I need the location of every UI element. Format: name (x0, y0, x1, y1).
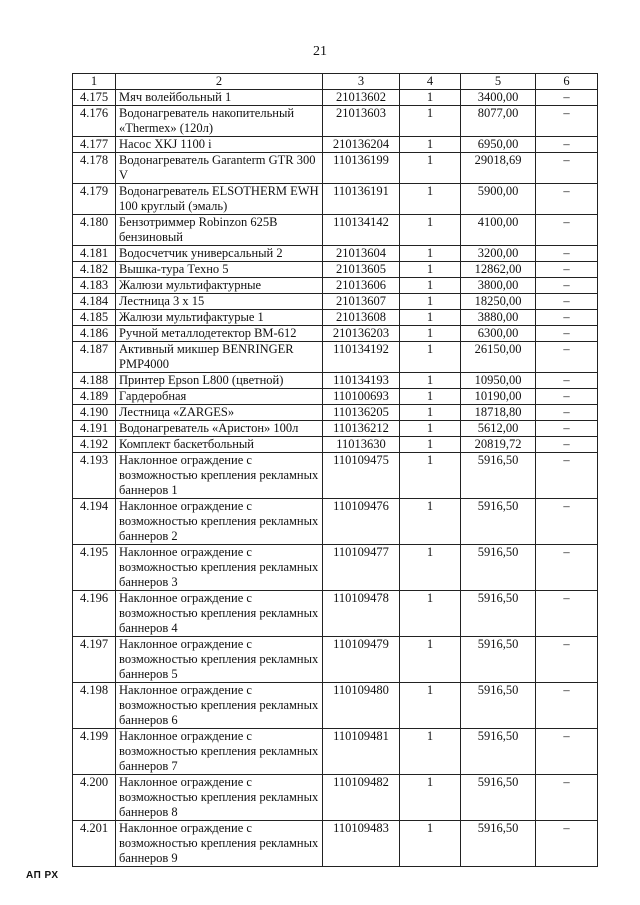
note-cell: – (536, 637, 598, 683)
table-row (73, 373, 598, 389)
item-name-cell: Водосчетчик универсальный 2 (116, 246, 323, 262)
table-row (73, 294, 598, 310)
inventory-code-cell: 110109482 (323, 775, 400, 821)
inventory-code-cell: 21013606 (323, 278, 400, 294)
table-row (73, 246, 598, 262)
note-cell: – (536, 137, 598, 153)
row-number-cell: 4.200 (73, 775, 116, 821)
item-name-cell: Лестница 3 х 15 (116, 294, 323, 310)
note-cell: – (536, 153, 598, 184)
item-name-cell: Насос XKJ 1100 i (116, 137, 323, 153)
item-name-cell: Наклонное ограждение с возможностью крепления рекламных баннеров 8 (116, 775, 323, 821)
table-row (73, 545, 598, 591)
item-name-cell: Наклонное ограждение с возможностью крепления рекламных баннеров 9 (116, 821, 323, 867)
row-number-cell: 4.194 (73, 499, 116, 545)
table-row (73, 389, 598, 405)
item-name-cell: Принтер Epson L800 (цветной) (116, 373, 323, 389)
quantity-cell: 1 (400, 499, 461, 545)
note-cell: – (536, 90, 598, 106)
note-cell: – (536, 729, 598, 775)
row-number-cell: 4.199 (73, 729, 116, 775)
note-cell: – (536, 294, 598, 310)
item-name-cell: Наклонное ограждение с возможностью крепления рекламных баннеров 6 (116, 683, 323, 729)
inventory-code-cell: 110134193 (323, 373, 400, 389)
row-number-cell: 4.175 (73, 90, 116, 106)
table-row (73, 499, 598, 545)
price-cell: 10190,00 (461, 389, 536, 405)
row-number-cell: 4.191 (73, 421, 116, 437)
item-name-cell: Наклонное ограждение с возможностью крепления рекламных баннеров 7 (116, 729, 323, 775)
note-cell: – (536, 437, 598, 453)
inventory-code-cell: 110109481 (323, 729, 400, 775)
price-cell: 26150,00 (461, 342, 536, 373)
column-header: 6 (536, 74, 598, 90)
quantity-cell: 1 (400, 545, 461, 591)
note-cell: – (536, 373, 598, 389)
table-row (73, 591, 598, 637)
inventory-code-cell: 110136205 (323, 405, 400, 421)
note-cell: – (536, 342, 598, 373)
inventory-code-cell: 210136204 (323, 137, 400, 153)
row-number-cell: 4.195 (73, 545, 116, 591)
quantity-cell: 1 (400, 90, 461, 106)
item-name-cell: Вышка-тура Техно 5 (116, 262, 323, 278)
price-cell: 18718,80 (461, 405, 536, 421)
table-row (73, 683, 598, 729)
note-cell: – (536, 215, 598, 246)
table-row (73, 342, 598, 373)
item-name-cell: Комплект баскетбольный (116, 437, 323, 453)
row-number-cell: 4.189 (73, 389, 116, 405)
row-number-cell: 4.176 (73, 106, 116, 137)
price-cell: 6300,00 (461, 326, 536, 342)
quantity-cell: 1 (400, 153, 461, 184)
row-number-cell: 4.201 (73, 821, 116, 867)
price-cell: 8077,00 (461, 106, 536, 137)
item-name-cell: Бензотриммер Robinzon 625B бензиновый (116, 215, 323, 246)
note-cell: – (536, 499, 598, 545)
inventory-code-cell: 21013604 (323, 246, 400, 262)
row-number-cell: 4.182 (73, 262, 116, 278)
quantity-cell: 1 (400, 683, 461, 729)
quantity-cell: 1 (400, 278, 461, 294)
inventory-code-cell: 21013603 (323, 106, 400, 137)
inventory-code-cell: 110136212 (323, 421, 400, 437)
row-number-cell: 4.188 (73, 373, 116, 389)
row-number-cell: 4.184 (73, 294, 116, 310)
footer-stamp: АП РХ (26, 870, 59, 881)
quantity-cell: 1 (400, 310, 461, 326)
inventory-code-cell: 110109475 (323, 453, 400, 499)
price-cell: 20819,72 (461, 437, 536, 453)
table-row (73, 405, 598, 421)
row-number-cell: 4.178 (73, 153, 116, 184)
column-header: 4 (400, 74, 461, 90)
quantity-cell: 1 (400, 184, 461, 215)
price-cell: 5916,50 (461, 591, 536, 637)
column-header: 2 (116, 74, 323, 90)
price-cell: 3800,00 (461, 278, 536, 294)
note-cell: – (536, 278, 598, 294)
table-row (73, 421, 598, 437)
quantity-cell: 1 (400, 106, 461, 137)
note-cell: – (536, 591, 598, 637)
quantity-cell: 1 (400, 215, 461, 246)
item-name-cell: Лестница «ZARGES» (116, 405, 323, 421)
price-cell: 5612,00 (461, 421, 536, 437)
table-row (73, 215, 598, 246)
row-number-cell: 4.177 (73, 137, 116, 153)
item-name-cell: Ручной металлодетектор ВМ-612 (116, 326, 323, 342)
row-number-cell: 4.183 (73, 278, 116, 294)
price-cell: 29018,69 (461, 153, 536, 184)
inventory-code-cell: 110109476 (323, 499, 400, 545)
row-number-cell: 4.181 (73, 246, 116, 262)
table-row (73, 729, 598, 775)
item-name-cell: Наклонное ограждение с возможностью крепления рекламных баннеров 5 (116, 637, 323, 683)
item-name-cell: Водонагреватель «Аристон» 100л (116, 421, 323, 437)
price-cell: 10950,00 (461, 373, 536, 389)
inventory-code-cell: 210136203 (323, 326, 400, 342)
table-row (73, 326, 598, 342)
inventory-code-cell: 21013607 (323, 294, 400, 310)
price-cell: 18250,00 (461, 294, 536, 310)
table-row (73, 262, 598, 278)
note-cell: – (536, 775, 598, 821)
page-number: 21 (313, 44, 327, 59)
quantity-cell: 1 (400, 389, 461, 405)
column-header: 5 (461, 74, 536, 90)
quantity-cell: 1 (400, 821, 461, 867)
note-cell: – (536, 310, 598, 326)
table-row (73, 90, 598, 106)
inventory-code-cell: 110134192 (323, 342, 400, 373)
table-row (73, 310, 598, 326)
inventory-code-cell: 11013630 (323, 437, 400, 453)
quantity-cell: 1 (400, 437, 461, 453)
row-number-cell: 4.187 (73, 342, 116, 373)
inventory-code-cell: 110136199 (323, 153, 400, 184)
row-number-cell: 4.179 (73, 184, 116, 215)
table-row (73, 821, 598, 867)
quantity-cell: 1 (400, 405, 461, 421)
row-number-cell: 4.196 (73, 591, 116, 637)
quantity-cell: 1 (400, 373, 461, 389)
inventory-code-cell: 21013608 (323, 310, 400, 326)
price-cell: 5916,50 (461, 545, 536, 591)
quantity-cell: 1 (400, 591, 461, 637)
inventory-code-cell: 110109483 (323, 821, 400, 867)
table-row (73, 453, 598, 499)
note-cell: – (536, 421, 598, 437)
price-cell: 6950,00 (461, 137, 536, 153)
item-name-cell: Наклонное ограждение с возможностью крепления рекламных баннеров 3 (116, 545, 323, 591)
note-cell: – (536, 106, 598, 137)
quantity-cell: 1 (400, 453, 461, 499)
price-cell: 5916,50 (461, 453, 536, 499)
item-name-cell: Наклонное ограждение с возможностью крепления рекламных баннеров 2 (116, 499, 323, 545)
item-name-cell: Наклонное ограждение с возможностью крепления рекламных баннеров 1 (116, 453, 323, 499)
item-name-cell: Наклонное ограждение с возможностью крепления рекламных баннеров 4 (116, 591, 323, 637)
table-row (73, 184, 598, 215)
row-number-cell: 4.186 (73, 326, 116, 342)
note-cell: – (536, 683, 598, 729)
price-cell: 5916,50 (461, 637, 536, 683)
quantity-cell: 1 (400, 137, 461, 153)
inventory-code-cell: 21013602 (323, 90, 400, 106)
note-cell: – (536, 453, 598, 499)
item-name-cell: Активный микшер BENRINGER PMP4000 (116, 342, 323, 373)
column-header: 3 (323, 74, 400, 90)
inventory-code-cell: 110136191 (323, 184, 400, 215)
row-number-cell: 4.190 (73, 405, 116, 421)
price-cell: 5916,50 (461, 775, 536, 821)
table-row (73, 637, 598, 683)
note-cell: – (536, 184, 598, 215)
row-number-cell: 4.198 (73, 683, 116, 729)
note-cell: – (536, 821, 598, 867)
row-number-cell: 4.192 (73, 437, 116, 453)
note-cell: – (536, 246, 598, 262)
inventory-code-cell: 110109478 (323, 591, 400, 637)
inventory-code-cell: 110109480 (323, 683, 400, 729)
row-number-cell: 4.197 (73, 637, 116, 683)
inventory-code-cell: 110109479 (323, 637, 400, 683)
note-cell: – (536, 545, 598, 591)
inventory-code-cell: 110134142 (323, 215, 400, 246)
price-cell: 5916,50 (461, 729, 536, 775)
table-row (73, 106, 598, 137)
table-row (73, 775, 598, 821)
price-cell: 5900,00 (461, 184, 536, 215)
price-cell: 5916,50 (461, 821, 536, 867)
row-number-cell: 4.193 (73, 453, 116, 499)
inventory-code-cell: 110100693 (323, 389, 400, 405)
table-row (73, 153, 598, 184)
quantity-cell: 1 (400, 775, 461, 821)
row-number-cell: 4.185 (73, 310, 116, 326)
quantity-cell: 1 (400, 294, 461, 310)
inventory-code-cell: 21013605 (323, 262, 400, 278)
note-cell: – (536, 326, 598, 342)
item-name-cell: Жалюзи мультифактурные (116, 278, 323, 294)
table-header-row (73, 74, 598, 90)
quantity-cell: 1 (400, 246, 461, 262)
item-name-cell: Водонагреватель Garanterm GTR 300 V (116, 153, 323, 184)
quantity-cell: 1 (400, 262, 461, 278)
note-cell: – (536, 389, 598, 405)
quantity-cell: 1 (400, 637, 461, 683)
price-cell: 5916,50 (461, 683, 536, 729)
item-name-cell: Гардеробная (116, 389, 323, 405)
row-number-cell: 4.180 (73, 215, 116, 246)
table-row (73, 278, 598, 294)
quantity-cell: 1 (400, 421, 461, 437)
price-cell: 3880,00 (461, 310, 536, 326)
item-name-cell: Водонагреватель ELSOTHERM EWH 100 круглый (эмаль) (116, 184, 323, 215)
note-cell: – (536, 405, 598, 421)
table-row (73, 437, 598, 453)
item-name-cell: Мяч волейбольный 1 (116, 90, 323, 106)
table-body (73, 90, 598, 867)
quantity-cell: 1 (400, 342, 461, 373)
price-cell: 4100,00 (461, 215, 536, 246)
note-cell: – (536, 262, 598, 278)
item-name-cell: Жалюзи мультифактурые 1 (116, 310, 323, 326)
price-cell: 12862,00 (461, 262, 536, 278)
price-cell: 5916,50 (461, 499, 536, 545)
inventory-code-cell: 110109477 (323, 545, 400, 591)
price-cell: 3200,00 (461, 246, 536, 262)
item-name-cell: Водонагреватель накопительный «Thermex» (120л) (116, 106, 323, 137)
column-header: 1 (73, 74, 116, 90)
table-row (73, 137, 598, 153)
inventory-table (72, 73, 598, 867)
quantity-cell: 1 (400, 729, 461, 775)
price-cell: 3400,00 (461, 90, 536, 106)
quantity-cell: 1 (400, 326, 461, 342)
